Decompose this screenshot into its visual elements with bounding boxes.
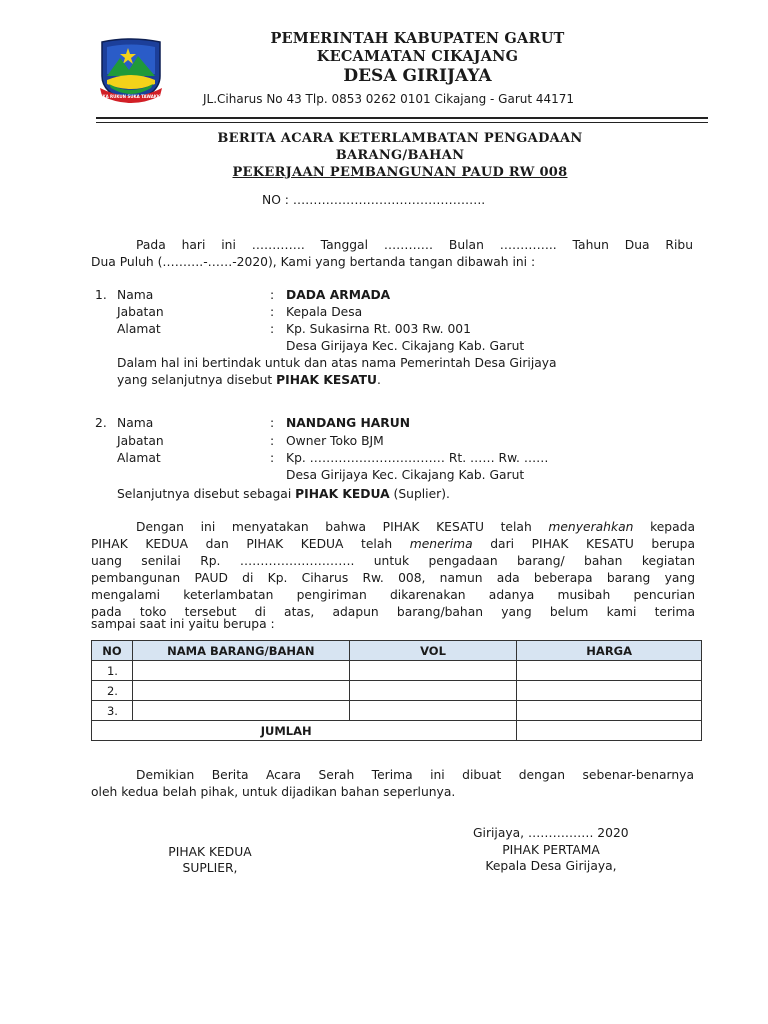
table-header-row [92,641,702,661]
party1-addr-line1: Kp. Sukasirna Rt. 003 Rw. 001 [286,322,471,336]
party1-number: 1. [95,288,107,302]
sign-right-title: PIHAK PERTAMA [502,843,600,857]
doc-number-label: NO : [262,193,289,207]
row-no: 2. [92,681,133,701]
body-line5: mengalami keterlambatan pengiriman dikarenakan adanya musibah pencurian [91,588,695,602]
party1-name: DADA ARMADA [286,288,391,302]
sign-left-title: PIHAK KEDUA [168,845,252,859]
row-item-name [132,681,349,701]
row-price [517,661,702,681]
sign-left-subtitle: SUPLIER, [182,861,238,875]
doc-number [262,193,485,207]
party2-name: NANDANG HARUN [286,416,411,430]
party2-colon-addr: : [270,451,275,465]
total-value [517,721,702,741]
body-line4: pembangunan PAUD di Kp. Ciharus Rw. 008, namun ada beberapa barang yang [91,571,695,585]
party1-job: Kepala Desa [286,305,363,319]
village-logo [96,36,166,106]
row-price [517,681,702,701]
items-table [91,640,702,741]
party1-note-end: . [377,373,381,387]
body-line2 [91,537,695,551]
total-label: JUMLAH [92,721,517,741]
body-line1-text: Dengan ini menyatakan bahwa PIHAK KESATU telah [136,520,549,534]
opening-line1: Pada hari ini …………. Tanggal ………… Bulan ………….. Tahun Dua Ribu [136,238,693,252]
logo-motto: SUKA RUKUN SUKA TAWAKKAL [96,94,166,99]
body-line2-italic: menerima [409,537,473,551]
doc-title-line2: BARANG/BAHAN [335,148,465,163]
col-header-name: NAMA BARANG/BAHAN [132,641,349,661]
sign-place-date: Girijaya, ……………. 2020 [473,826,629,840]
body-line2-text: PIHAK KEDUA dan PIHAK KEDUA telah [91,537,410,551]
header-district: KECAMATAN CIKAJANG [316,48,519,65]
row-vol [349,701,517,721]
header-government: PEMERINTAH KABUPATEN GARUT [270,30,565,47]
party2-job-label: Jabatan [117,434,164,448]
doc-number-dots: ……………………………………….. [292,193,486,207]
table-total-row [92,721,702,741]
sign-right-subtitle: Kepala Desa Girijaya, [485,859,617,873]
table-row [92,661,702,681]
party1-addr-label: Alamat [117,322,161,336]
party1-colon-addr: : [270,322,275,336]
body-line1 [136,520,695,534]
party1-colon-name: : [270,288,275,302]
party1-note-line1: Dalam hal ini bertindak untuk dan atas nama Pemerintah Desa Girijaya [117,356,557,370]
body-line6: pada toko tersebut di atas, adapun barang/bahan yang belum kami terima [91,605,695,619]
row-no: 1. [92,661,133,681]
party2-addr-label: Alamat [117,451,161,465]
party1-note-line2 [117,373,381,387]
header-address: JL.Ciharus No 43 Tlp. 0853 0262 0101 Cikajang - Garut 44171 [203,92,575,106]
party1-note-text: yang selanjutnya disebut [117,373,277,387]
party1-addr-line2: Desa Girijaya Kec. Cikajang Kab. Garut [286,339,525,353]
opening-line2: Dua Puluh (……….-……-2020), Kami yang bertanda tangan dibawah ini : [91,255,536,269]
body-line1-end: kepada [633,520,695,534]
col-header-price: HARGA [517,641,702,661]
header-rule-thin [96,122,708,123]
party2-name-label: Nama [117,416,154,430]
party2-note [117,487,450,501]
party2-addr-line1: Kp. …………………………… Rt. …… Rw. …… [286,451,549,465]
body-line3: uang senilai Rp. ………………………. untuk pengadaan barang/ bahan kegiatan [91,554,695,568]
closing-line2: oleh kedua belah pihak, untuk dijadikan bahan seperlunya. [91,785,456,799]
body-line1-italic: menyerahkan [548,520,634,534]
body-line7: sampai saat ini yaitu berupa : [91,617,275,631]
party2-role: PIHAK KEDUA [295,487,390,501]
row-item-name [132,661,349,681]
party2-job: Owner Toko BJM [286,434,384,448]
row-vol [349,661,517,681]
col-header-no: NO [92,641,133,661]
row-vol [349,681,517,701]
col-header-vol: VOL [349,641,517,661]
party2-addr-line2: Desa Girijaya Kec. Cikajang Kab. Garut [286,468,525,482]
doc-title-line3: PEKERJAAN PEMBANGUNAN PAUD RW 008 [232,165,568,180]
row-price [517,701,702,721]
party2-colon-name: : [270,416,275,430]
header-village: DESA GIRIJAYA [343,66,492,86]
party1-job-label: Jabatan [117,305,164,319]
party2-note-text: Selanjutnya disebut sebagai [117,487,296,501]
row-no: 3. [92,701,133,721]
doc-title-line1: BERITA ACARA KETERLAMBATAN PENGADAAN [217,131,583,146]
party2-number: 2. [95,416,107,430]
table-row [92,701,702,721]
party1-role: PIHAK KESATU [276,373,378,387]
header-rule-thick [96,117,708,119]
party2-note-end: (Suplier). [389,487,450,501]
closing-line1: Demikian Berita Acara Serah Terima ini dibuat dengan sebenar-benarnya [136,768,694,782]
party1-name-label: Nama [117,288,154,302]
row-item-name [132,701,349,721]
table-row [92,681,702,701]
body-line2-end: dari PIHAK KESATU berupa [472,537,695,551]
party2-colon-job: : [270,434,275,448]
party1-colon-job: : [270,305,275,319]
